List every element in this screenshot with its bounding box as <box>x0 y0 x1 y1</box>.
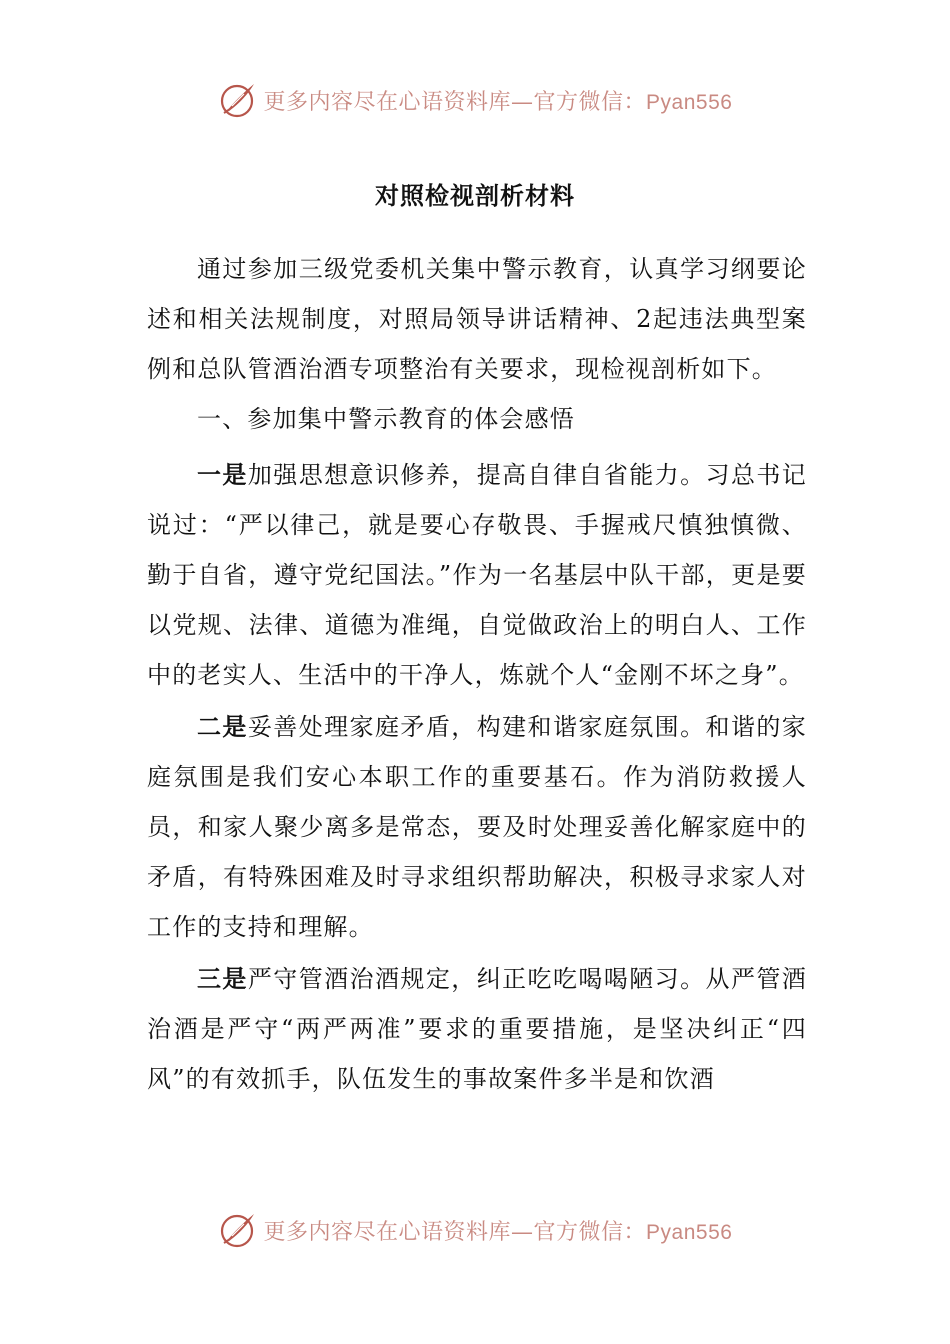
wechat-handle: Pyan556 <box>646 1220 733 1244</box>
quill-pen-logo-icon <box>218 1210 258 1250</box>
footer-watermark-banner <box>0 1206 950 1254</box>
section-heading: 一、参加集中警示教育的体会感悟 <box>197 405 575 433</box>
intro-paragraph: 通过参加三级党委机关集中警示教育，认真学习纲要论述和相关法规制度，对照局领导讲话精神、2起违法典型案例和总队管酒治酒专项整治有关要求，现检视剖析如下。 <box>147 255 807 383</box>
document-title: 对照检视剖析材料 <box>375 181 575 210</box>
watermark-text: 更多内容尽在心语资料库—官方微信：Pyan556 <box>263 89 733 115</box>
point-text-2: 妥善处理家庭矛盾，构建和谐家庭氛围。和谐的家庭氛围是我们安心本职工作的重要基石。作为消防救援人员，和家人聚少离多是常态，要及时处理妥善化解家庭中的矛盾，有特殊困难及时寻求组织帮助解决，积极寻求家人对工作的支持和理解。 <box>147 713 807 941</box>
point-lead-3: 三是 <box>197 964 248 993</box>
header-watermark-banner <box>0 76 950 124</box>
point-text-1: 加强思想意识修养，提高自律自省能力。习总书记说过：“严以律己，就是要心存敬畏、手握戒尺慎独慎微、勤于自省，遵守党纪国法。”作为一名基层中队干部，更是要以党规、法律、道德为准绳，自觉做政治上的明白人、工作中的老实人、生活中的干净人，炼就个人“金刚不坏之身”。 <box>147 461 807 689</box>
point-paragraph-2 <box>147 702 807 952</box>
wechat-handle: Pyan556 <box>646 90 733 114</box>
point-lead-1: 一是 <box>197 460 248 489</box>
watermark-text: 更多内容尽在心语资料库—官方微信：Pyan556 <box>263 1219 733 1245</box>
document-body <box>147 244 807 1104</box>
point-lead-2: 二是 <box>197 712 248 741</box>
point-text-3: 严守管酒治酒规定，纠正吃吃喝喝陋习。从严管酒治酒是严守“两严两准”要求的重要措施，是坚决纠正“四风”的有效抓手，队伍发生的事故案件多半是和饮酒 <box>147 965 807 1093</box>
point-paragraph-1 <box>147 450 807 700</box>
quill-pen-logo-icon <box>218 80 258 120</box>
point-paragraph-3 <box>147 954 807 1104</box>
